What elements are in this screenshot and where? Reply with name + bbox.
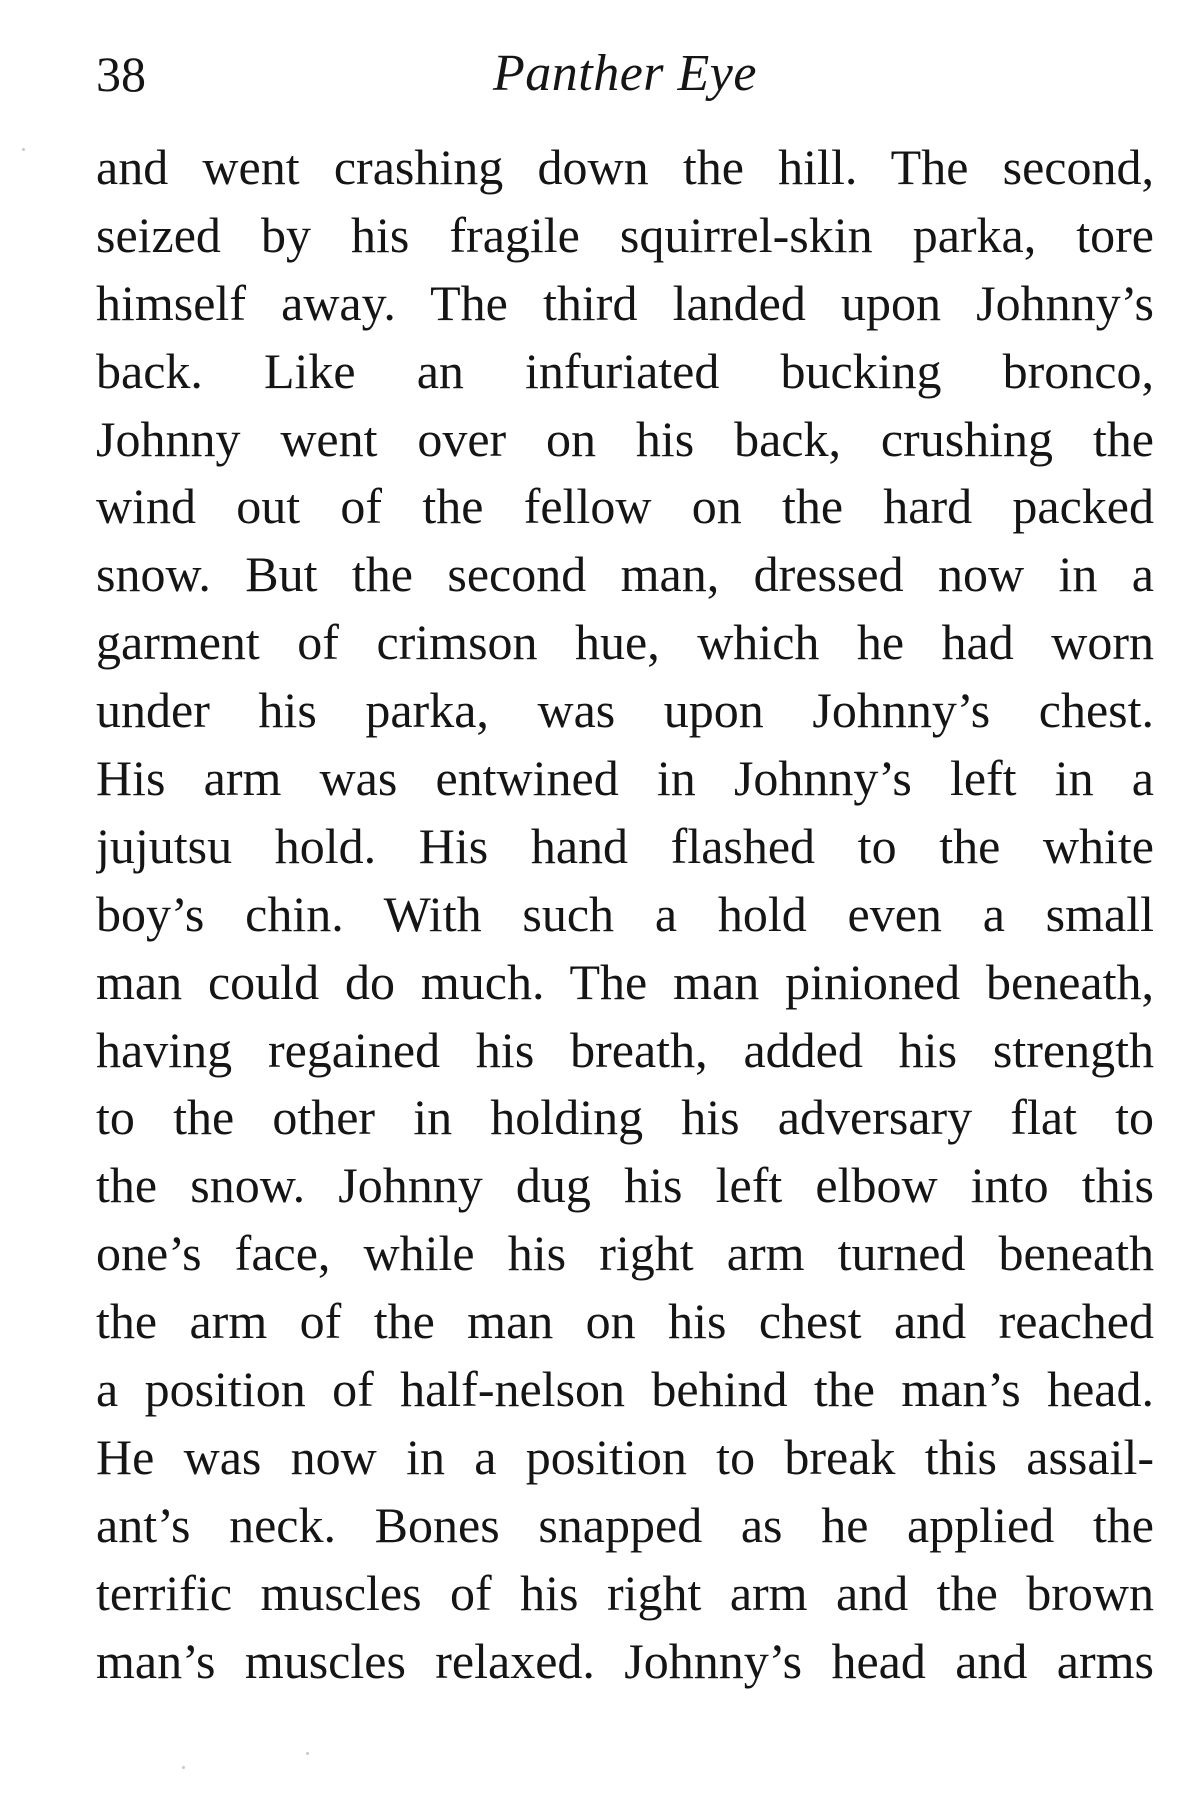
running-title: Panther Eye	[493, 45, 757, 102]
text-line: the arm of the man on his chest and reached	[96, 1293, 1154, 1350]
text-line: man could do much. The man pinioned beneath,	[96, 953, 1154, 1010]
text-line: man’s muscles relaxed. Johnny’s head and arms	[96, 1632, 1154, 1689]
body-text	[96, 134, 1154, 1695]
text-line: His arm was entwined in Johnny’s left in a	[96, 750, 1154, 807]
text-line: wind out of the fellow on the hard packed	[96, 478, 1154, 535]
text-line: under his parka, was upon Johnny’s chest.	[96, 682, 1154, 739]
text-line: Johnny went over on his back, crushing the	[96, 410, 1154, 467]
text-line: garment of crimson hue, which he had worn	[96, 614, 1154, 671]
text-line: having regained his breath, added his strength	[96, 1021, 1154, 1078]
text-line: jujutsu hold. His hand flashed to the white	[96, 817, 1154, 874]
text-line: the snow. Johnny dug his left elbow into this	[96, 1157, 1154, 1214]
text-line: himself away. The third landed upon Johnny’s	[96, 274, 1154, 331]
running-head	[96, 44, 1154, 114]
page-number: 38	[96, 46, 146, 102]
text-line: ant’s neck. Bones snapped as he applied the	[96, 1496, 1154, 1553]
text-line: back. Like an infuriated bucking bronco,	[96, 342, 1154, 399]
text-line: boy’s chin. With such a hold even a small	[96, 885, 1154, 942]
paper-speck	[22, 148, 25, 151]
text-line: terrific muscles of his right arm and the brown	[96, 1564, 1154, 1621]
text-line: one’s face, while his right arm turned beneath	[96, 1225, 1154, 1282]
text-line: He was now in a position to break this assail-	[96, 1428, 1154, 1485]
text-line: snow. But the second man, dressed now in a	[96, 546, 1154, 603]
text-line: seized by his fragile squirrel-skin parka, tore	[96, 206, 1154, 263]
paper-speck	[182, 1766, 185, 1769]
text-line: a position of half-nelson behind the man’s head.	[96, 1361, 1154, 1418]
text-line: to the other in holding his adversary flat to	[96, 1089, 1154, 1146]
paper-speck	[306, 1752, 309, 1755]
text-line: and went crashing down the hill. The second,	[96, 139, 1154, 195]
